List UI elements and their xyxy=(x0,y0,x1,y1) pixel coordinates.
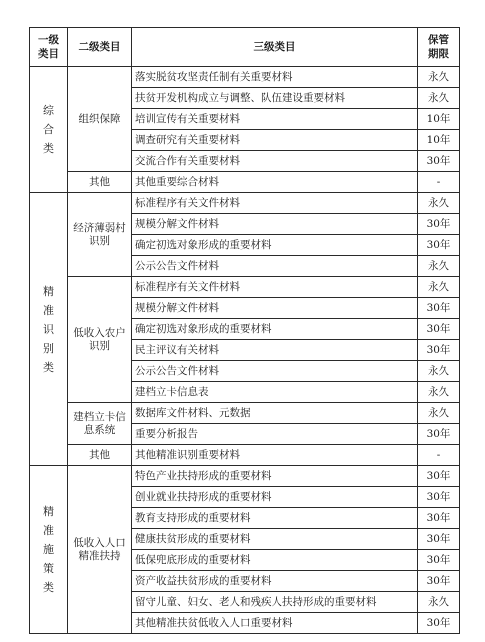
level3-item-cell: 其他精准识别重要材料 xyxy=(132,445,418,466)
level1-category-label: 精准识别类 xyxy=(43,284,54,374)
level3-item-cell: 建档立卡信息表 xyxy=(132,382,418,403)
header-retention: 保管期限 xyxy=(418,28,460,67)
level3-item-cell: 标准程序有关文件材料 xyxy=(132,277,418,298)
retention-period-cell: - xyxy=(418,445,460,466)
retention-period-cell: 30年 xyxy=(418,508,460,529)
retention-period-cell: 永久 xyxy=(418,88,460,109)
retention-period-cell: 永久 xyxy=(418,592,460,613)
level3-item-cell: 低保兜底形成的重要材料 xyxy=(132,550,418,571)
level3-item-cell: 其他精准扶贫低收入人口重要材料 xyxy=(132,613,418,634)
level3-item-cell: 创业就业扶持形成的重要材料 xyxy=(132,487,418,508)
level3-item-cell: 确定初选对象形成的重要材料 xyxy=(132,235,418,256)
retention-period-cell: 30年 xyxy=(418,571,460,592)
table-row xyxy=(30,445,460,466)
retention-period-cell: 永久 xyxy=(418,67,460,88)
level2-category-cell xyxy=(68,67,132,172)
level3-item-cell: 确定初选对象形成的重要材料 xyxy=(132,319,418,340)
table-body xyxy=(30,67,460,634)
level3-item-cell: 培训宣传有关重要材料 xyxy=(132,109,418,130)
level2-category-label: 低收入农户识别 xyxy=(73,326,126,352)
level3-item-cell: 规模分解文件材料 xyxy=(132,298,418,319)
level3-item-cell: 交流合作有关重要材料 xyxy=(132,151,418,172)
retention-period-cell: 30年 xyxy=(418,340,460,361)
level2-category-cell xyxy=(68,466,132,634)
level1-category-cell xyxy=(30,193,68,466)
retention-period-cell: 30年 xyxy=(418,613,460,634)
level1-category-label: 综合类 xyxy=(43,104,54,155)
level3-item-cell: 特色产业扶持形成的重要材料 xyxy=(132,466,418,487)
level3-item-cell: 公示公告文件材料 xyxy=(132,361,418,382)
level2-category-label: 经济薄弱村识别 xyxy=(73,221,126,247)
level3-item-cell: 重要分析报告 xyxy=(132,424,418,445)
level2-category-cell xyxy=(68,403,132,445)
level1-category-cell xyxy=(30,67,68,193)
retention-period-cell: 永久 xyxy=(418,382,460,403)
retention-period-cell: 永久 xyxy=(418,256,460,277)
level2-category-label: 组织保障 xyxy=(78,112,121,125)
retention-period-cell: 30年 xyxy=(418,298,460,319)
retention-period-cell: 30年 xyxy=(418,424,460,445)
level2-category-label: 其他 xyxy=(89,175,110,188)
retention-period-cell: 30年 xyxy=(418,319,460,340)
retention-period-cell: 10年 xyxy=(418,130,460,151)
table-row xyxy=(30,193,460,214)
retention-period-cell: - xyxy=(418,172,460,193)
retention-period-cell: 30年 xyxy=(418,151,460,172)
table-row xyxy=(30,466,460,487)
level2-category-cell xyxy=(68,445,132,466)
level2-category-cell xyxy=(68,277,132,403)
retention-period-cell: 30年 xyxy=(418,214,460,235)
retention-period-cell: 永久 xyxy=(418,403,460,424)
header-level1: 一级类目 xyxy=(30,28,68,67)
table-header-row xyxy=(30,28,460,67)
retention-period-cell: 30年 xyxy=(418,235,460,256)
level2-category-cell xyxy=(68,172,132,193)
archive-retention-table xyxy=(29,27,460,634)
header-level3: 三级类目 xyxy=(132,28,418,67)
retention-period-cell: 永久 xyxy=(418,193,460,214)
retention-period-cell: 永久 xyxy=(418,361,460,382)
level3-item-cell: 其他重要综合材料 xyxy=(132,172,418,193)
level3-item-cell: 扶贫开发机构成立与调整、队伍建设重要材料 xyxy=(132,88,418,109)
level2-category-label: 其他 xyxy=(89,448,110,461)
table-row xyxy=(30,403,460,424)
level2-category-cell xyxy=(68,193,132,277)
level3-item-cell: 标准程序有关文件材料 xyxy=(132,193,418,214)
level2-category-label: 建档立卡信息系统 xyxy=(73,410,126,436)
level3-item-cell: 公示公告文件材料 xyxy=(132,256,418,277)
table-row xyxy=(30,172,460,193)
level3-item-cell: 调查研究有关重要材料 xyxy=(132,130,418,151)
retention-period-cell: 永久 xyxy=(418,277,460,298)
level3-item-cell: 健康扶贫形成的重要材料 xyxy=(132,529,418,550)
table-row xyxy=(30,277,460,298)
level2-category-label: 低收入人口精准扶持 xyxy=(73,536,126,562)
retention-period-cell: 30年 xyxy=(418,529,460,550)
level3-item-cell: 落实脱贫攻坚责任制有关重要材料 xyxy=(132,67,418,88)
level3-item-cell: 民主评议有关材料 xyxy=(132,340,418,361)
retention-period-cell: 30年 xyxy=(418,550,460,571)
level3-item-cell: 资产收益扶贫形成的重要材料 xyxy=(132,571,418,592)
level3-item-cell: 教育支持形成的重要材料 xyxy=(132,508,418,529)
retention-period-cell: 10年 xyxy=(418,109,460,130)
level1-category-label: 精准施策类 xyxy=(43,505,54,594)
level1-category-cell xyxy=(30,466,68,634)
header-level2: 二级类目 xyxy=(68,28,132,67)
retention-period-cell: 30年 xyxy=(418,487,460,508)
table-row xyxy=(30,67,460,88)
retention-period-cell: 30年 xyxy=(418,466,460,487)
level3-item-cell: 规模分解文件材料 xyxy=(132,214,418,235)
level3-item-cell: 数据库文件材料、元数据 xyxy=(132,403,418,424)
level3-item-cell: 留守儿童、妇女、老人和残疾人扶持形成的重要材料 xyxy=(132,592,418,613)
